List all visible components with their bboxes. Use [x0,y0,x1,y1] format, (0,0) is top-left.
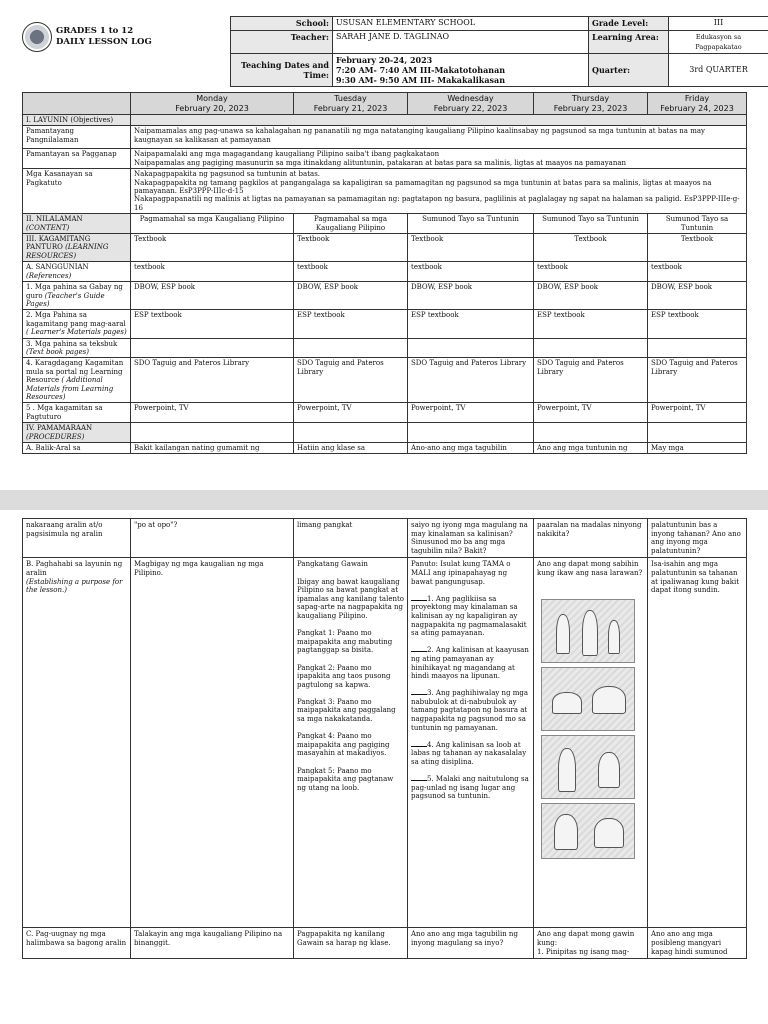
mag-aaral-label [23,310,131,338]
area-line-1: Edukasyon sa [695,33,742,41]
nilalaman-cell: Pagmamahal sa mga Kaugaliang Pilipino [294,214,408,234]
day-header [648,93,747,115]
sanggunian-cell: textbook [294,262,408,282]
kasanayan-value [131,169,747,214]
gabay-cell: DBOW, ESP book [294,282,408,310]
sanggunian-cell: textbook [131,262,294,282]
day-header [131,93,294,115]
layunin-blank [131,115,747,126]
day-date: February 22, 2023 [433,103,508,113]
illustration-image [541,803,635,859]
day-name: Wednesday [447,94,494,103]
karagdagang-cell: SDO Taguig and Pateros Library [534,358,648,403]
nilalaman-title: II. NILALAMAN [26,215,83,224]
balik-aral-cell: limang pangkat [294,519,408,558]
quarter-value: 3rd QUARTER [669,54,768,87]
pagganap-label: Pamantayan sa Pagganap [23,149,131,169]
teksbuk-title: 3. Mga pahina sa teksbuk [26,339,118,348]
karagdagang-title: 4. Karagdagang Kagamitan mula sa portal ng Learning Resource [26,359,124,385]
time-label-text: Time: [303,70,329,80]
nilalaman-cell: Sumunod Tayo sa Tuntunin [648,214,747,234]
nilalaman-cell: Sumunod Tayo sa Tuntunin [534,214,648,234]
sanggunian-row [23,262,747,282]
sanggunian-label [23,262,131,282]
day-date: February 24, 2023 [660,103,734,113]
paghahabi-thursday [534,558,648,928]
tama-mali-text: 5. Malaki ang naitutulong sa pag-unlad ng isang lugar ang pagsunod sa tuntunin. [411,775,529,801]
pagtuturo-label: 5 . Mga kagamitan sa Pagtuturo [23,403,131,423]
tama-mali-item [411,646,530,680]
kagamitan-cell: Textbook [648,234,747,262]
nilalaman-row [23,214,747,234]
thursday-prompt: Ano ang dapat mong sabihin kung ikaw ang nasa larawan? [537,560,643,577]
info-table [230,16,768,87]
tama-mali-item [411,775,530,801]
panuto-heading: Panuto: Isulat kung TAMA o MALI ang ipinapahayag ng bawat pangungusap. [411,560,511,586]
nilalaman-cell: Pagmamahal sa mga Kaugaliang Pilipino [131,214,294,234]
balik-aral-label-cont: nakaraang aralin at/o pagsisimula ng aralin [23,519,131,558]
pagtuturo-cell: Powerpoint, TV [534,403,648,423]
paghahabi-tuesday [294,558,408,928]
day-header-row [23,93,747,115]
paghahabi-title: B. Paghahabi sa layunin ng aralin [26,560,123,577]
nilalaman-subtitle: (CONTENT) [26,223,70,232]
answer-blank[interactable] [411,646,427,652]
teksbuk-cell [408,338,534,358]
balik-aral-cell: Ano ang mga tuntunin ng [534,443,648,454]
illustration-image [541,735,635,799]
tama-mali-text: 3. Ang paghihiwalay ng mga nabubulok at di-nabubulok ay tamang pagtatapon ng basura at nagpapakita ng pagsunod mo sa tuntunin ng pamayanan. [411,689,529,732]
corner-cell [23,93,131,115]
teksbuk-cell [294,338,408,358]
kagamitan-title: III. KAGAMITANG PANTURO [26,235,91,252]
day-name: Tuesday [334,94,367,103]
karagdagang-cell: SDO Taguig and Pateros Library [294,358,408,403]
balik-aral-label: A. Balik-Aral sa [23,443,131,454]
gabay-cell: DBOW, ESP book [131,282,294,310]
illustration-image [541,599,635,663]
teksbuk-subtitle: (Text book pages) [26,347,89,356]
day-name: Friday [684,94,710,103]
day-header [534,93,648,115]
karagdagang-row [23,358,747,403]
pagtuturo-row [23,403,747,423]
gabay-row [23,282,747,310]
paghahabi-wednesday [408,558,534,928]
grade-value: III [669,17,768,31]
pag-uugnay-cell: Ano ano ang mga posibleng mangyari kapag hindi sumunod [648,928,747,959]
deped-logo-icon [22,22,52,52]
balik-aral-row-cont [23,519,747,558]
kagamitan-subtitle: (LEARNING RESOURCES) [26,243,109,260]
nilalaman-label [23,214,131,234]
tama-mali-item [411,595,530,638]
pag-uugnay-cell: Talakayin ang mga kaugaliang Pilipino na binanggit. [131,928,294,959]
day-date: February 21, 2023 [313,103,388,113]
pangkat-item: Pangkat 3: Paano mo maipapakita ang paggalang sa mga nakakatanda. [297,697,396,724]
pagganap-line: Naipapamalas ang pagiging masunurin sa mga itinakdang alituntunin, patakaran at batas para sa malinis, ligtas at maayos na pamayanan [134,158,627,167]
kagamitan-row [23,234,747,262]
pamamaraan-subtitle: (PROCEDURES) [26,432,85,441]
day-date: February 23, 2023 [553,103,628,113]
balik-aral-row [23,443,747,454]
day-name: Monday [196,94,228,103]
paghahabi-friday: Isa-isahin ang mga palatuntunin sa tahanan at ipaliwanag kung bakit dapat itong sundin. [648,558,747,928]
teksbuk-row [23,338,747,358]
school-label: School: [231,17,333,31]
pag-uugnay-cell: Ano ang dapat mong gawin kung: 1. Pinipitas ng isang mag- [534,928,648,959]
day-date: February 20, 2023 [175,103,249,113]
pamantayang-label: Pamantayang Pangnilalaman [23,126,131,149]
karagdagang-cell: SDO Taguig and Pateros Library [648,358,747,403]
dates-line-2: 7:20 AM- 7:40 AM III-Makatotohanan [336,65,506,75]
balik-aral-cell: Hatiin ang klase sa [294,443,408,454]
tama-mali-text: 2. Ang kalinisan at kaayusan ng ating pamayanan ay hinihikayat ng magandang at hindi maayos na lipunan. [411,646,529,681]
day-header [294,93,408,115]
teksbuk-cell [648,338,747,358]
paghahabi-subtitle: (Establishing a purpose for the lesson.) [26,577,123,595]
illustration-image [541,667,635,731]
mag-aaral-title: 2. Mga Pahina sa kagamitang pang mag-aaral [26,311,126,328]
header-block [22,16,746,84]
pagtuturo-cell: Powerpoint, TV [294,403,408,423]
kagamitan-cell: Textbook [408,234,534,262]
balik-aral-cell: palatuntunin bas a inyong tahanan? Ano ano ang inyong mga palatuntunin? [648,519,747,558]
pagganap-line: Naipapamalaki ang mga magagandang kaugaliang Pilipino saiba't ibang pagkakataon [134,150,440,159]
mag-aaral-row [23,310,747,338]
dates-value [333,54,589,87]
gabay-cell: DBOW, ESP book [408,282,534,310]
tama-mali-text: 4. Ang kalinisan sa loob at labas ng tahanan ay nakasalalay sa ating disiplina. [411,740,527,767]
tama-mali-text: 1. Ang paglikiisa sa proyektong may kinalaman sa kalinisan ay ng kapaligiran ay nagpapakita ng pagmamalasakit sa ating pamayanan. [411,594,527,638]
mag-aaral-cell: ESP textbook [408,310,534,338]
pag-uugnay-cell: Pagpapakita ng kanilang Gawain sa harap ng klase. [294,928,408,959]
pamamaraan-cell [648,423,747,443]
kagamitan-cell: Textbook [294,234,408,262]
pamantayang-value: Naipamamalas ang pag-unawa sa kahalagahan ng pananatili ng mga natatanging kaugaliang Pilipino kaalinsabay ng pagsunod sa mga tuntunin at batas na may kaugnayan sa kalikasan at pamayanan [131,126,747,149]
answer-blank[interactable] [411,741,427,747]
area-line-2: Pagpapakatao [695,43,742,51]
lesson-log-page-2 [0,510,768,1024]
dates-label-text: Teaching Dates and [240,60,329,70]
balik-aral-cell: Bakit kailangan nating gumamit ng [131,443,294,454]
karagdagang-subtitle: ( Additional Materials from Learning Resources) [26,376,114,401]
kasanayan-line: Nakapagpapakita ng tamang pagkilos at pangangalaga sa kapaligiran sa pamamagitan ng pagsunod sa mga tuntunin at batas para sa malinis, ligtas at maayos na pamayanan. EsP3PPP-IIIc-d-15 [134,178,712,196]
school-value: USUSAN ELEMENTARY SCHOOL [333,17,589,31]
gabay-label [23,282,131,310]
sanggunian-subtitle: (References) [26,271,72,280]
balik-aral-cell: paaralan na madalas ninyong nakikita? [534,519,648,558]
kasanayan-line: Nakapagpapanatili ng malinis at ligtas na pamayanan sa pamamagitan ng: pagtatapon ng basura, paglilinis at paglalagay ng sapat na halaman sa paligid. EsP3PPP-IIIe-g-16 [134,195,740,212]
area-value [669,31,768,54]
balik-aral-cell: saiyo ng iyong mga magulang na may kinalaman sa kalinisan? Sinusunod mo ba ang mga tagubilin nila? Bakit? [408,519,534,558]
mag-aaral-cell: ESP textbook [534,310,648,338]
kasanayan-line: Nakapagpapakita ng pagsunod sa tuntunin at batas. [134,170,321,179]
balik-aral-cell: May mga [648,443,747,454]
teksbuk-cell [534,338,648,358]
pagganap-value [131,149,747,169]
dates-label [231,54,333,87]
pag-uugnay-row [23,928,747,959]
nilalaman-cell: Sumunod Tayo sa Tuntunin [408,214,534,234]
sanggunian-cell: textbook [534,262,648,282]
mag-aaral-cell: ESP textbook [648,310,747,338]
gabay-title: 1. Mga pahina sa Gabay ng guro [26,283,123,300]
teacher-label: Teacher: [231,31,333,54]
pag-uugnay-cell: Ano ano ang mga tagubilin ng inyong magulang sa inyo? [408,928,534,959]
teacher-value: SARAH JANE D. TAGLINAO [333,31,589,54]
dates-line-3: 9:30 AM- 9:50 AM III- Makakalikasan [336,75,506,85]
pagganap-row [23,149,747,169]
pamamaraan-title: IV. PAMAMARAAN [26,424,93,433]
tama-mali-item [411,741,530,767]
tama-mali-item [411,689,530,732]
teksbuk-cell [131,338,294,358]
lesson-table [22,92,747,454]
kagamitan-cell: Textbook [131,234,294,262]
sanggunian-title: A. SANGGUNIAN [26,263,89,272]
gabay-subtitle: (Teacher's Guide Pages) [26,291,105,308]
pagtuturo-cell: Powerpoint, TV [648,403,747,423]
pamantayang-row [23,126,747,149]
document-title [56,26,152,48]
sanggunian-cell: textbook [648,262,747,282]
area-label: Learning Area: [589,31,669,54]
day-header [408,93,534,115]
pangkatang-gawain-heading: Pangkatang Gawain [297,560,368,569]
pamamaraan-cell [408,423,534,443]
pangkat-item: Pangkat 1: Paano mo maipapakita ang mabuting pagtanggap sa bisita. [297,629,393,655]
layunin-label: I. LAYUNIN (Objectives) [23,115,131,126]
layunin-row [23,115,747,126]
title-line-1: GRADES 1 to 12 [56,26,134,36]
pangkatang-intro: Ibigay ang bawat kaugaliang Pilipino sa bawat pangkat at ipamalas ang kanilang talento sapag-arte na nagpapakita ng kaugaliang Pilipino. [297,577,405,620]
balik-aral-cell: Ano-ano ang mga tagubilin [408,443,534,454]
paghahabi-monday: Magbigay ng mga kaugalian ng mga Pilipino. [131,558,294,928]
lesson-log-page-1 [0,0,768,490]
pamamaraan-cell [131,423,294,443]
answer-blank[interactable] [411,775,427,781]
lesson-table-continued [22,518,747,959]
karagdagang-label [23,358,131,403]
gabay-cell: DBOW, ESP book [534,282,648,310]
pamamaraan-row [23,423,747,443]
pagtuturo-cell: Powerpoint, TV [408,403,534,423]
pamamaraan-cell [294,423,408,443]
answer-blank[interactable] [411,595,427,601]
grade-label: Grade Level: [589,17,669,31]
karagdagang-cell: SDO Taguig and Pateros Library [131,358,294,403]
pagtuturo-cell: Powerpoint, TV [131,403,294,423]
title-line-2: DAILY LESSON LOG [56,37,152,47]
paghahabi-label [23,558,131,928]
page-break [0,490,768,510]
sanggunian-cell: textbook [408,262,534,282]
pangkat-item: Pangkat 2: Paano mo ipapakita ang taos pusong pagtulong sa kapwa. [297,663,391,689]
kagamitan-cell: Textbook [534,234,648,262]
mag-aaral-cell: ESP textbook [294,310,408,338]
day-name: Thursday [571,94,610,103]
answer-blank[interactable] [411,689,427,695]
paghahabi-row [23,558,747,928]
quarter-label: Quarter: [589,54,669,87]
karagdagang-cell: SDO Taguig and Pateros Library [408,358,534,403]
pamamaraan-cell [534,423,648,443]
gabay-cell: DBOW, ESP book [648,282,747,310]
pangkat-item: Pangkat 5: Paano mo maipapakita ang pagtanaw ng utang na loob. [297,766,394,792]
mag-aaral-subtitle: ( Learner's Materials pages) [26,328,127,337]
pamamaraan-label [23,423,131,443]
mag-aaral-cell: ESP textbook [131,310,294,338]
teksbuk-label [23,338,131,358]
dates-line-1: February 20-24, 2023 [336,55,433,65]
kasanayan-label: Mga Kasanayan sa Pagkatuto [23,169,131,214]
balik-aral-cell: "po at opo"? [131,519,294,558]
kasanayan-row [23,169,747,214]
pag-uugnay-label: C. Pag-uugnay ng mga halimbawa sa bagong aralin [23,928,131,959]
kagamitan-label [23,234,131,262]
pangkat-item: Pangkat 4: Paano mo maipapakita ang pagiging masayahin at makadiyos. [297,732,390,758]
